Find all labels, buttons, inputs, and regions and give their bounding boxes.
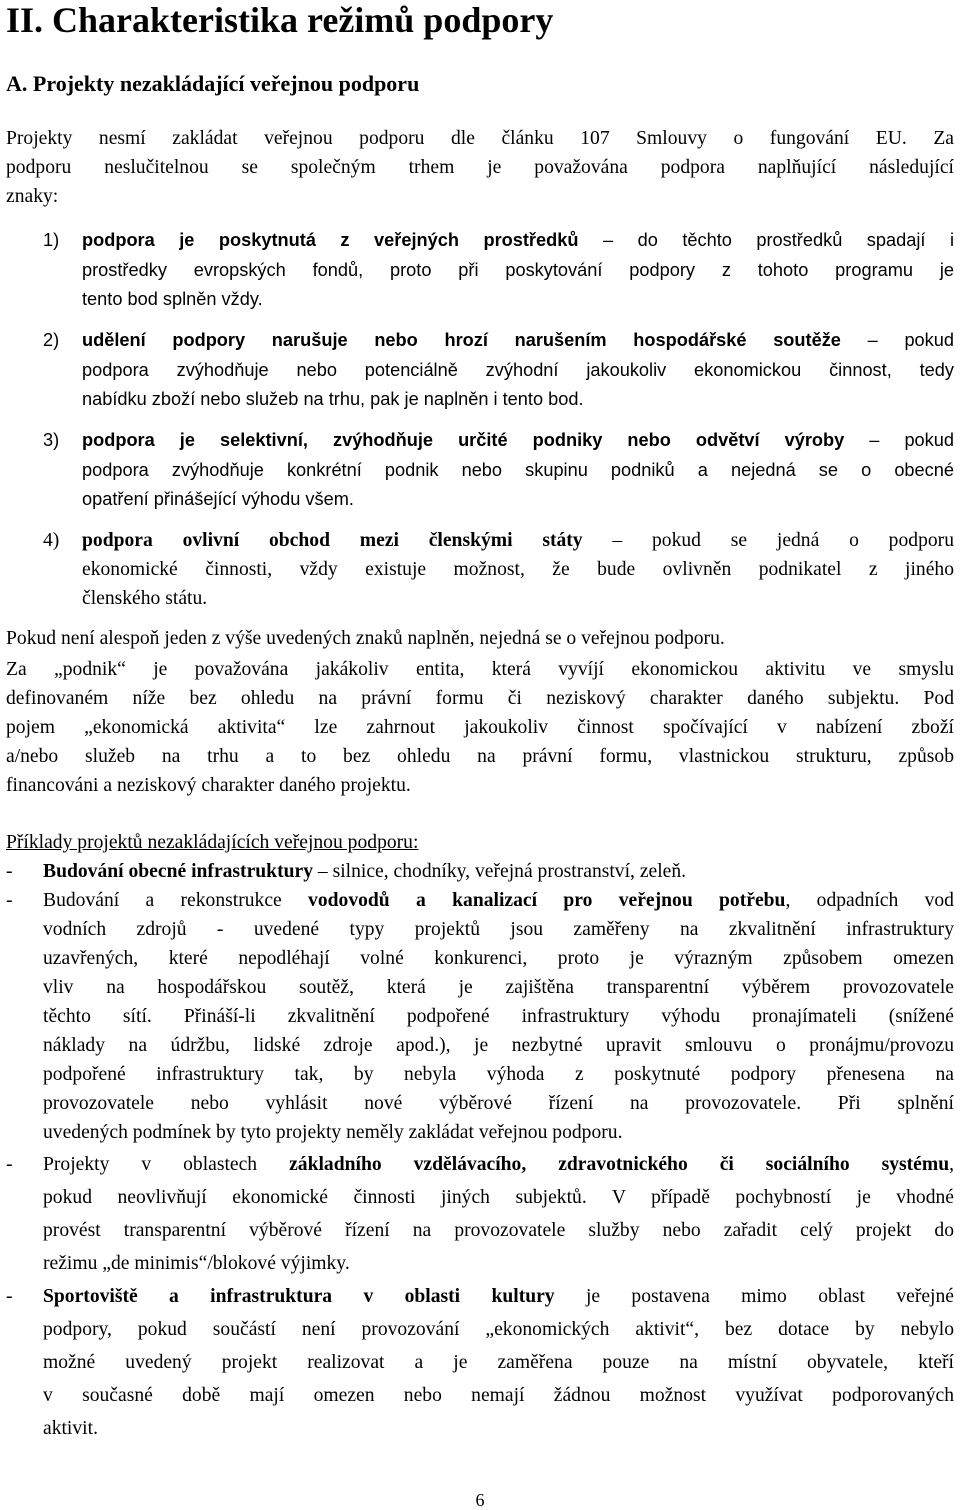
text-span: , bbox=[949, 1154, 954, 1175]
bold-text: základního vzdělávacího, zdravotnického či sociálního systému bbox=[289, 1154, 950, 1175]
text-line: provozovatele nebo vyhlásit nové výběrové řízení na provozovatele. Při splnění bbox=[43, 1093, 954, 1114]
text-line: náklady na údržbu, lidské zdroje apod.), je nezbytné upravit smlouvu o pronájmu/provozu bbox=[43, 1035, 954, 1056]
section-heading: A. Projekty nezakládající veřejnou podporu bbox=[6, 71, 420, 96]
bold-text: udělení podpory narušuje nebo hrozí narušením hospodářské soutěže bbox=[82, 330, 841, 350]
text-line: provést transparentní výběrové řízení na provozovatele služby nebo zařadit celý projekt do bbox=[43, 1220, 954, 1241]
text-line: podpora zvýhodňuje nebo potenciálně zvýhodní jakoukoliv ekonomickou činnost, tedy bbox=[82, 359, 954, 380]
text-line: Projekty nesmí zakládat veřejnou podporu dle článku 107 Smlouvy o fungování EU. Za bbox=[6, 128, 954, 149]
example-item bbox=[6, 886, 954, 1147]
intro-paragraph bbox=[6, 124, 954, 211]
text-line: členského státu. bbox=[82, 588, 208, 609]
text-line: v současné době mají omezen nebo nemají žádnou možnost využívat podporovaných bbox=[43, 1385, 954, 1406]
text-line: podpora zvýhodňuje konkrétní podnik nebo skupinu podniků a nejedná se o obecné bbox=[82, 459, 954, 480]
text-line: a/nebo služeb na trhu a to bez ohledu na právní formu, vlastnickou strukturu, způsob bbox=[6, 746, 954, 767]
text-line bbox=[82, 426, 954, 456]
text-line: možné uvedený projekt realizovat a je zaměřena pouze na místní obyvatele, kteří bbox=[43, 1352, 954, 1373]
example-item bbox=[6, 1280, 954, 1445]
page-number: 6 bbox=[475, 1490, 485, 1510]
summary-paragraph bbox=[6, 624, 954, 653]
text-line: definovaném níže bez ohledu na právní formu či neziskový charakter daného subjektu. Pod bbox=[6, 688, 954, 709]
criterion-item bbox=[43, 526, 954, 613]
text-span: , odpadních vod bbox=[785, 890, 954, 911]
text-line: podporu neslučitelnou se společným trhem je považována podpora naplňující následující bbox=[6, 157, 954, 178]
text-line: uvedených podmínek by tyto projekty neměly zakládat veřejnou podporu. bbox=[43, 1122, 623, 1143]
text-line bbox=[82, 526, 954, 555]
bullet-dash: - bbox=[6, 861, 13, 882]
text-line: vliv na hospodářskou soutěž, která je zajištěna transparentní výběrem provozovatele bbox=[43, 977, 954, 998]
bold-text: Budování obecné infrastruktury bbox=[43, 861, 313, 882]
text-line: vodních zdrojů - uvedené typy projektů jsou zaměřeny na zkvalitnění infrastruktury bbox=[43, 919, 954, 940]
text-line: prostředky evropských fondů, proto při poskytování podpory z tohoto programu je bbox=[82, 259, 954, 280]
bullet-dash: - bbox=[6, 890, 13, 911]
bold-text: podpora je poskytnutá z veřejných prostředků bbox=[82, 230, 579, 250]
underlined-heading: Příklady projektů nezakládajících veřejnou podporu: bbox=[6, 832, 419, 853]
text-line: pokud neovlivňují ekonomické činnosti jiných subjektů. V případě pochybností je vhodné bbox=[43, 1187, 954, 1208]
text-span: – silnice, chodníky, veřejná prostranství, zeleň. bbox=[313, 861, 687, 882]
bullet-dash: - bbox=[6, 1286, 13, 1307]
text-line bbox=[43, 1280, 954, 1313]
text-line bbox=[82, 326, 954, 356]
criterion-item bbox=[43, 226, 954, 315]
text-span: Projekty v oblastech bbox=[43, 1154, 290, 1175]
text-line: pojem „ekonomická aktivita“ lze zahrnout jakoukoliv činnost spočívající v nabízení zboží bbox=[6, 717, 954, 738]
text-line bbox=[82, 226, 954, 256]
text-line: těchto sítí. Přináší-li zkvalitnění podpořené infrastruktury výhodu pronajímateli (snížené bbox=[43, 1006, 954, 1027]
text-line: režimu „de minimis“/blokové výjimky. bbox=[43, 1253, 350, 1274]
bullet-dash: - bbox=[6, 1154, 13, 1175]
text-line: tento bod splněn vždy. bbox=[82, 289, 263, 309]
text-line: opatření přinášející výhodu všem. bbox=[82, 489, 354, 509]
text-line bbox=[43, 886, 954, 915]
text-line: aktivit. bbox=[43, 1418, 98, 1439]
text-line bbox=[43, 1148, 954, 1181]
page-title: II. Charakteristika režimů podpory bbox=[6, 0, 554, 40]
text-span: – pokud bbox=[840, 330, 954, 350]
examples-heading bbox=[6, 828, 954, 857]
text-span: je postavena mimo oblast veřejné bbox=[554, 1286, 954, 1307]
text-line: nabídku zboží nebo služeb na trhu, pak je naplněn i tento bod. bbox=[82, 389, 584, 409]
text-span: – pokud se jedná o podporu bbox=[582, 530, 954, 551]
criterion-item bbox=[43, 326, 954, 415]
bold-text: podpora je selektivní, zvýhodňuje určité podniky nebo odvětví výroby bbox=[82, 430, 845, 450]
text-line: podpory, pokud součástí není provozování „ekonomických aktivit“, bez dotace by nebylo bbox=[43, 1319, 954, 1340]
bold-text: vodovodů a kanalizací pro veřejnou potřebu bbox=[308, 890, 786, 911]
definition-paragraph bbox=[6, 655, 954, 800]
list-number: 3) bbox=[43, 430, 60, 450]
text-line: ekonomické činnosti, vždy existuje možnost, že bude ovlivněn podnikatel z jiného bbox=[82, 559, 954, 580]
text-line: podpořené infrastruktury tak, by nebyla výhoda z poskytnuté podpory přenesena na bbox=[43, 1064, 954, 1085]
bold-text: podpora ovlivní obchod mezi členskými státy bbox=[82, 530, 583, 551]
example-item bbox=[6, 857, 954, 886]
bold-text: Sportoviště a infrastruktura v oblasti kultury bbox=[43, 1286, 555, 1307]
list-number: 2) bbox=[43, 330, 60, 350]
text-line: Za „podnik“ je považována jakákoliv entita, která vyvíjí ekonomickou aktivitu ve smyslu bbox=[6, 659, 954, 680]
list-number: 4) bbox=[43, 530, 60, 551]
example-item bbox=[6, 1148, 954, 1280]
criterion-item bbox=[43, 426, 954, 515]
text-span: – pokud bbox=[844, 430, 955, 450]
text-span: – do těchto prostředků spadají i bbox=[578, 230, 955, 250]
text-line: uzavřených, které nepodléhají volné konkurenci, proto je výrazným způsobem omezen bbox=[43, 948, 954, 969]
text-line bbox=[43, 857, 954, 886]
text-line: znaky: bbox=[6, 186, 59, 207]
text-line: financováni a neziskový charakter daného projektu. bbox=[6, 775, 411, 796]
text-line: Pokud není alespoň jeden z výše uvedených znaků naplněn, nejedná se o veřejnou podporu. bbox=[6, 628, 725, 649]
list-number: 1) bbox=[43, 230, 60, 250]
text-span: Budování a rekonstrukce bbox=[43, 890, 309, 911]
